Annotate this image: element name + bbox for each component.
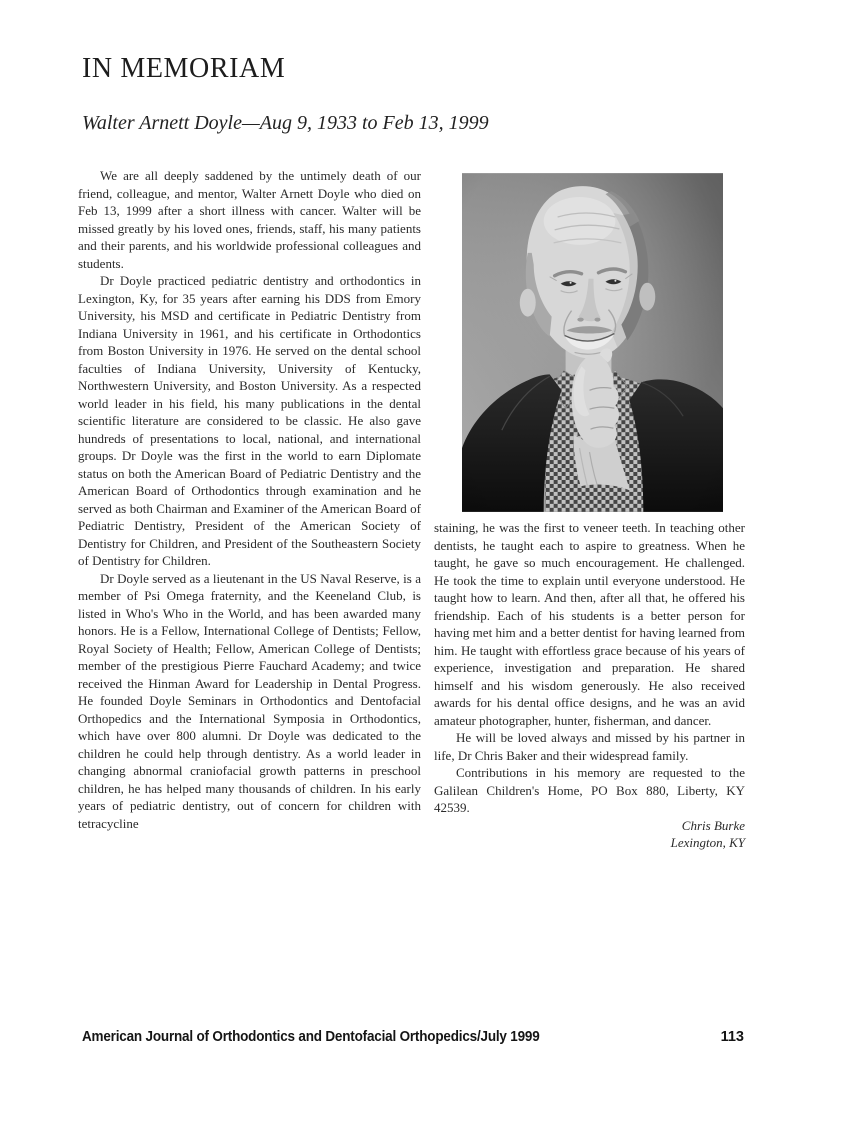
page-number: 113 (720, 1029, 744, 1045)
journal-title: American Journal of Orthodontics and Dentofacial Orthopedics/July 1999 (82, 1029, 540, 1045)
body-paragraph: staining, he was the first to veneer teeth. In teaching other dentists, he taught each to aspire to greatness. When he taught, he gave so much encouragement. He challenged. He took the time to explain until everyone understood. He taught how to learn. And then, after all that, he offered his friendship. Each of his students is a better person for having met him and a better dentist for having learned from him. He taught with effortless grace because of his years of experience, investigation and preparation. He shared himself and his wisdom generously. He also received awards for his dental office designs, and he was an avid amateur photographer, hunter, fisherman, and dancer. (434, 520, 745, 728)
page-footer (82, 1029, 744, 1045)
portrait-photo (462, 173, 723, 512)
signature-line: Lexington, KY (670, 835, 745, 850)
body-paragraph: Dr Doyle practiced pediatric dentistry and orthodontics in Lexington, Ky, for 35 years after earning his DDS from Emory University, his MSD and certificate in Pediatric Dentistry from Indiana University in 1961, and his certificate in Orthodontics from Boston University in 1976. He served on the dental school faculties of Indiana University, University of Kentucky, Northwestern University, and Boston University. As a respected world leader in his field, his many publications in the dental scientific literature are considered to be classic. He also gave hundreds of presentations to local, national, and international groups. Dr Doyle was the first in the world to earn Diplomate status on both the American Board of Pediatric Dentistry and the American Board of Orthodontics through examination and he served as both Chairman and Examiner of the American Board of Pediatric Dentistry, President of the American Society of Dentistry for Children, and President of the Southeastern Society of Dentistry for Children. (78, 273, 421, 568)
body-paragraph: Dr Doyle served as a lieutenant in the US Naval Reserve, is a member of Psi Omega fraternity, and the Keeneland Club, is listed in Who's Who in the World, and has been awarded many honors. He is a Fellow, International College of Dentists; Fellow, Royal Society of Health; Fellow, American College of Dentists; member of the prestigious Pierre Fauchard Academy; and twice received the Hinman Award for Leadership in Dental Progress. He founded Doyle Seminars in Orthodontics and Dentofacial Orthopedics and the International Symposia in Orthodontics, which have over 800 alumni. Dr Doyle was dedicated to the children he could help through dentistry. As a world leader in changing abnormal craniofacial growth patterns in preschool children, he has helped many thousands of children. In his early years of pediatric dentistry, out of concern for children with tetracycline (78, 570, 421, 831)
right-column-text (434, 519, 745, 817)
body-paragraph: We are all deeply saddened by the untimely death of our friend, colleague, and mentor, Walter Arnett Doyle who died on Feb 13, 1999 after a short illness with cancer. Walter will be missed greatly by his loved ones, friends, staff, his many patients and their parents, and his worldwide professional colleagues and students. (78, 168, 421, 271)
signature-block (434, 817, 745, 852)
left-column (78, 167, 421, 832)
body-paragraph: Contributions in his memory are requested to the Galilean Children's Home, PO Box 880, Liberty, KY 42539. (434, 765, 745, 815)
right-column (434, 519, 745, 852)
portrait-photo-illustration (462, 173, 723, 512)
memorial-subtitle: Walter Arnett Doyle—Aug 9, 1933 to Feb 13, 1999 (82, 112, 489, 134)
body-paragraph: He will be loved always and missed by his partner in life, Dr Chris Baker and their widespread family. (434, 730, 745, 763)
page-title: IN MEMORIAM (82, 53, 286, 84)
signature-line: Chris Burke (681, 817, 745, 833)
